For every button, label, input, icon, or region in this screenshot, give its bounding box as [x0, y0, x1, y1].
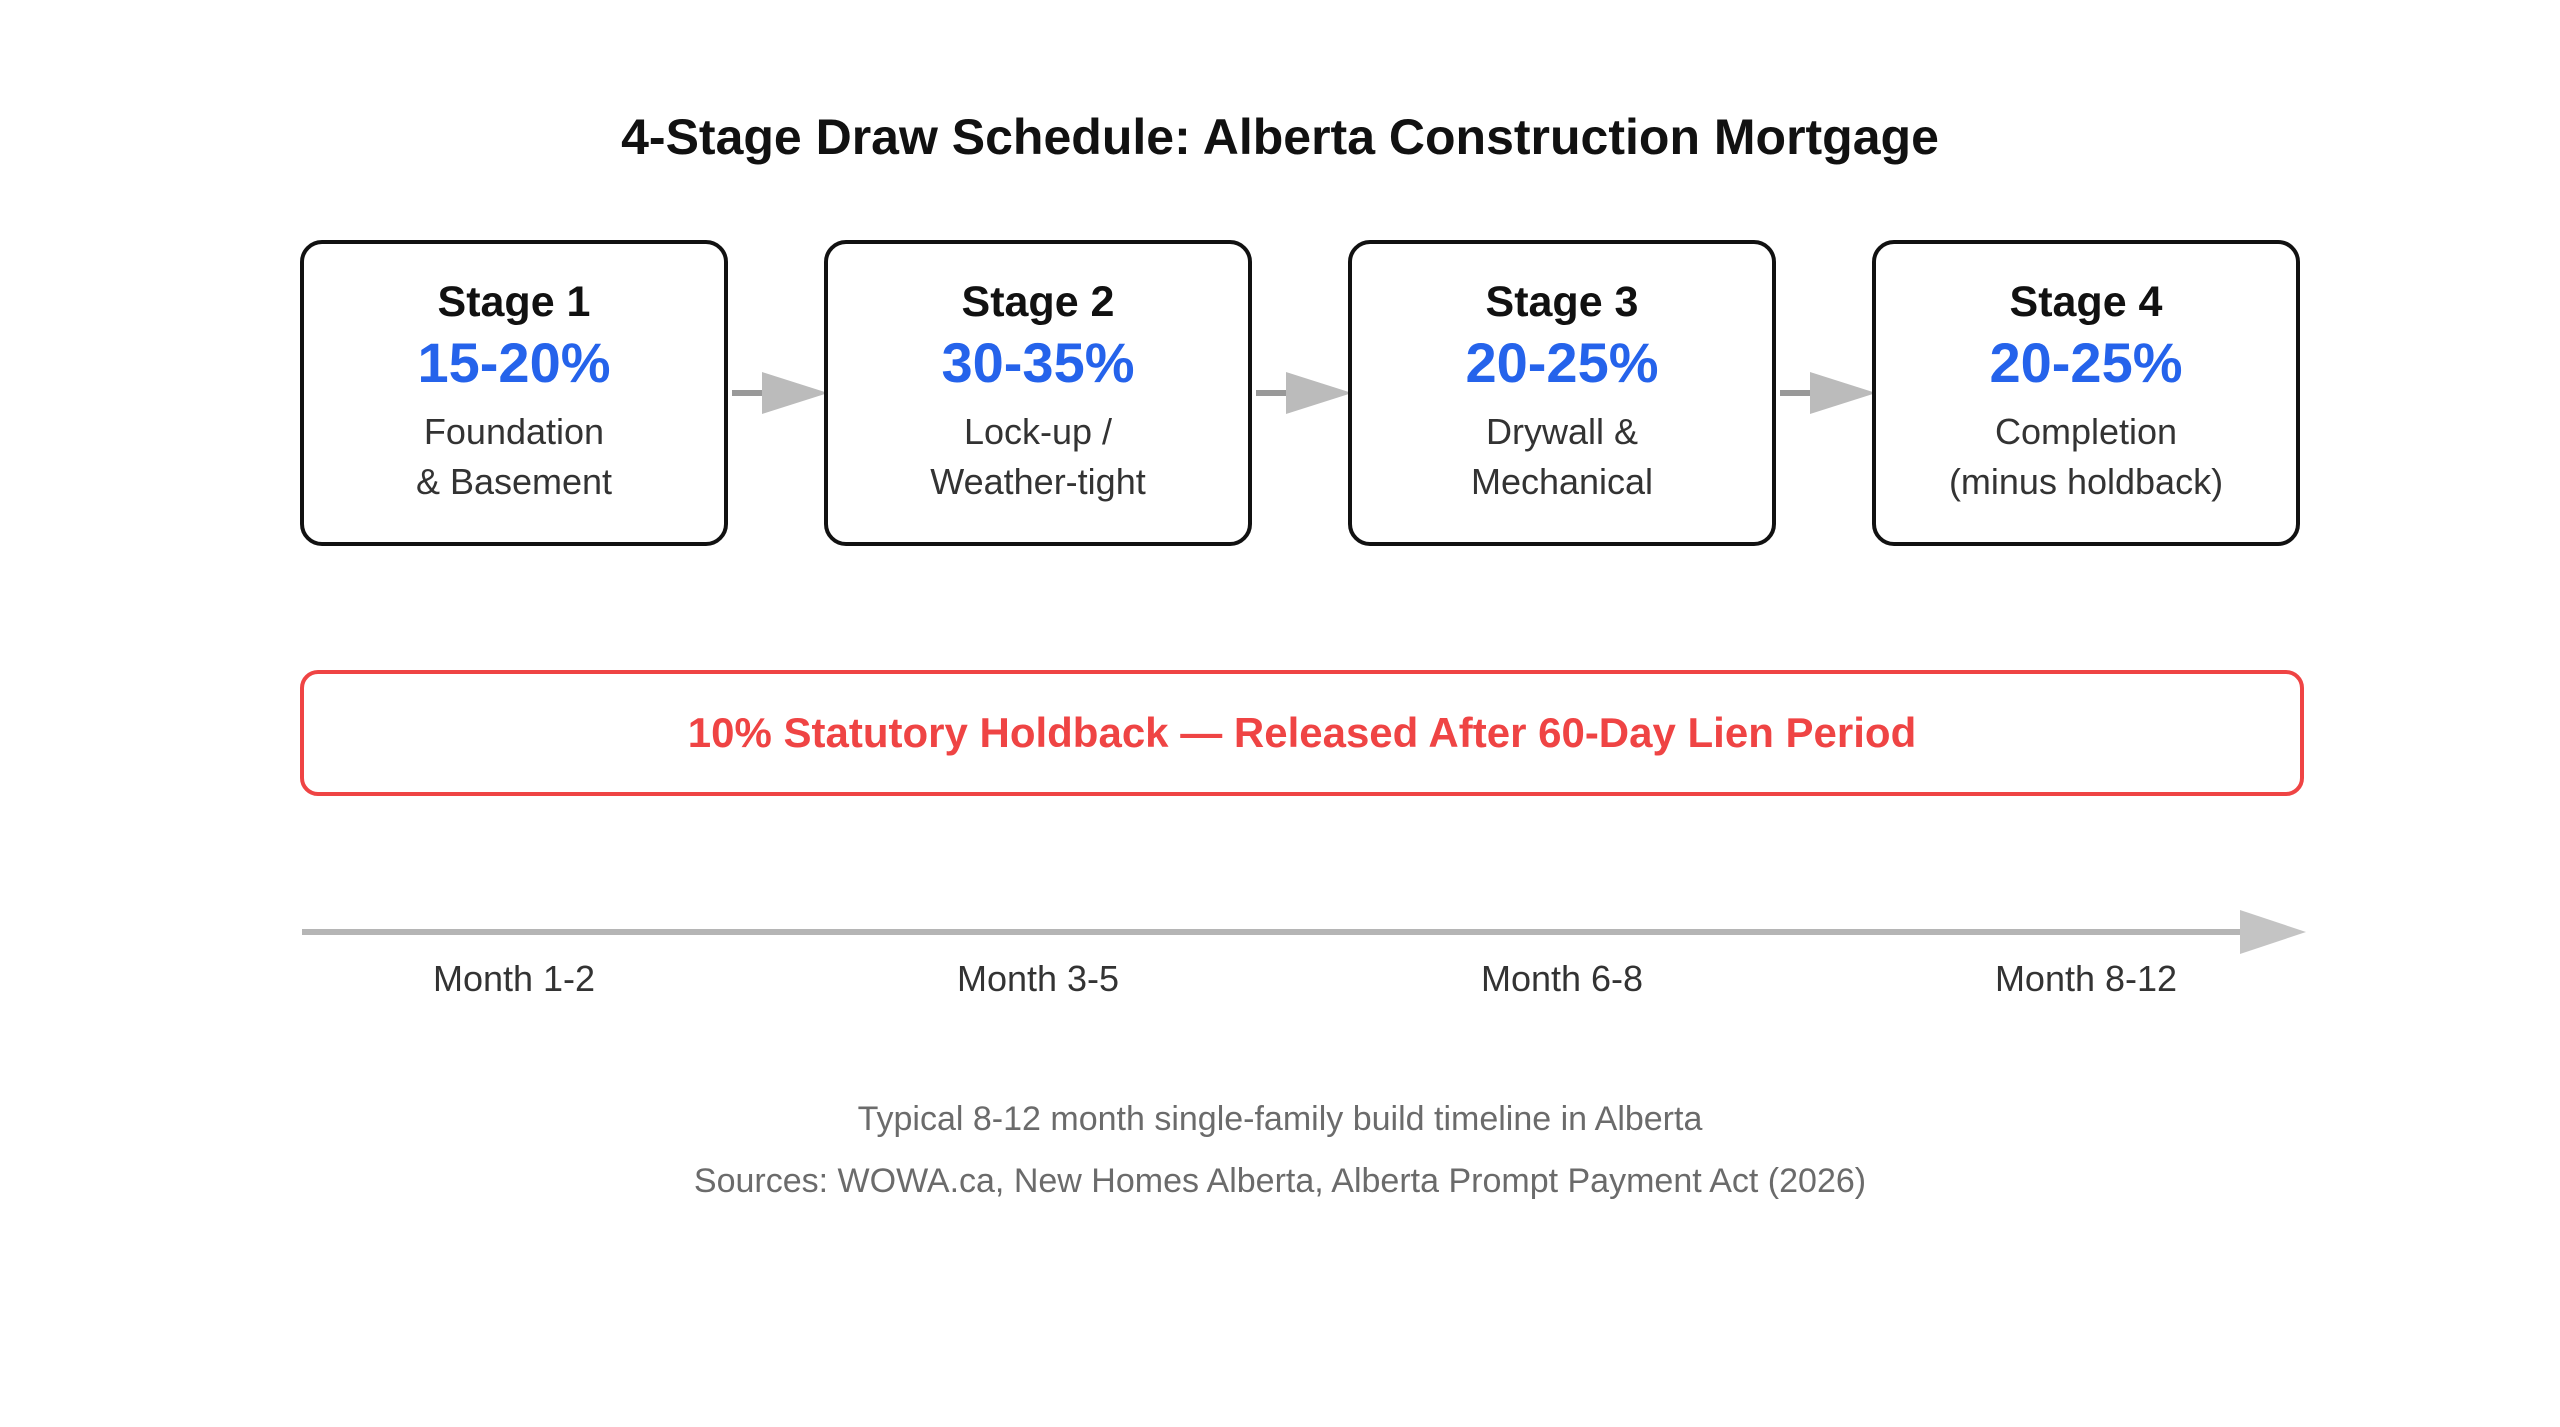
timeline-month-label: Month 8-12 — [1994, 958, 2178, 999]
timeline-arrow — [302, 910, 2306, 954]
stage-arrow-3-4 — [1780, 372, 1876, 414]
stage-name: Stage 2 — [961, 278, 1115, 326]
stage-description-line: (minus holdback) — [1948, 461, 2224, 502]
stage-arrow-2-3 — [1256, 372, 1352, 414]
stage-percent: 20-25% — [1989, 331, 2183, 394]
stage-description-line: Mechanical — [1470, 461, 1654, 502]
stage-percent: 20-25% — [1465, 331, 1659, 394]
sources-note: Sources: WOWA.ca, New Homes Alberta, Alberta Prompt Payment Act (2026) — [693, 1162, 1867, 1200]
stage-description — [304, 407, 724, 507]
stage-description — [1352, 407, 1772, 507]
stage-description-line: & Basement — [415, 461, 613, 502]
timeline-month-label: Month 6-8 — [1480, 958, 1644, 999]
stage-name: Stage 3 — [1485, 278, 1639, 326]
stage-box-3 — [1348, 240, 1776, 546]
stage-description-line: Weather-tight — [930, 461, 1146, 502]
stage-description-line: Lock-up / — [963, 411, 1113, 452]
stage-description — [1876, 407, 2296, 507]
stage-description-line: Completion — [1994, 411, 2178, 452]
holdback-banner — [300, 670, 2304, 796]
stage-percent: 30-35% — [941, 331, 1135, 394]
timeline-month-label: Month 3-5 — [956, 958, 1120, 999]
stage-description — [828, 407, 1248, 507]
stage-box-2 — [824, 240, 1252, 546]
stage-arrow-1-2 — [732, 372, 828, 414]
stage-description-line: Foundation — [423, 411, 605, 452]
timeline-footnote: Typical 8-12 month single-family build timeline in Alberta — [857, 1100, 1703, 1138]
timeline-month-label: Month 1-2 — [432, 958, 596, 999]
stage-description-line: Drywall & — [1485, 411, 1638, 452]
stage-name: Stage 1 — [437, 278, 591, 326]
stage-percent: 15-20% — [417, 331, 611, 394]
stage-box-1 — [300, 240, 728, 546]
diagram-title: 4-Stage Draw Schedule: Alberta Construction Mortgage — [621, 109, 1939, 165]
stage-box-4 — [1872, 240, 2300, 546]
stage-name: Stage 4 — [2009, 278, 2163, 326]
holdback-text: 10% Statutory Holdback — Released After 60-Day Lien Period — [687, 709, 1917, 756]
